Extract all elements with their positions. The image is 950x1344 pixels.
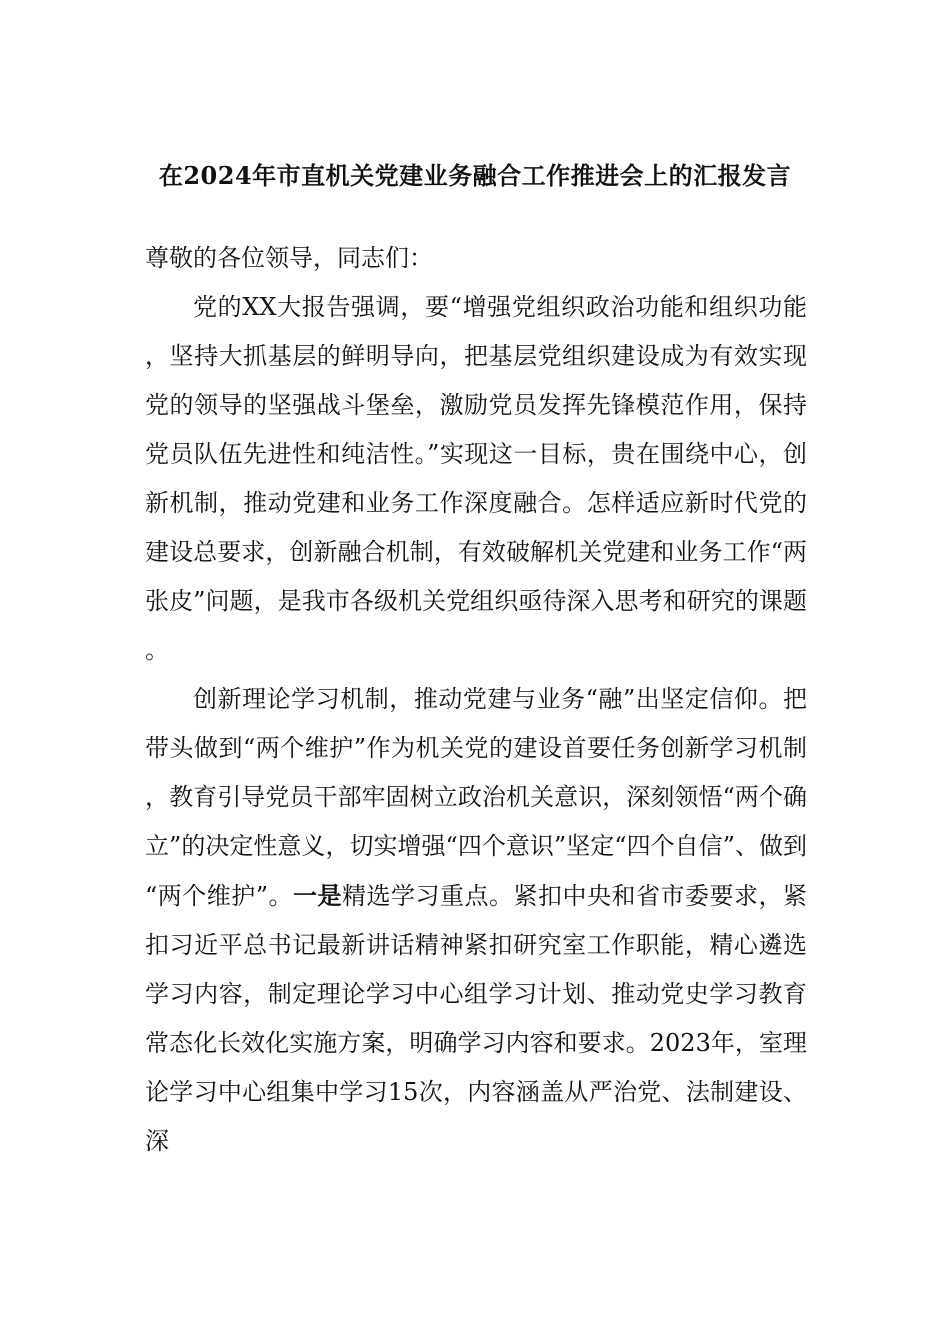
salutation: 尊敬的各位领导，同志们： xyxy=(145,244,433,272)
paragraph-2-text-end: 精选学习重点。紧扣中央和省市委要求，紧扣习近平总书记最新讲话精神紧扣研究室工作职能，精心遴选学习内容，制定理论学习中心组学习计划、推动党史学习教育常态化长效化实施方案，明确学习内容和要求。2023年，室理论学习中心组集中学习15次，内容涵盖从严治党、法制建设、深 xyxy=(145,882,807,1155)
paragraph-2-text-start: 创新理论学习机制，推动党建与业务“融”出坚定信仰。把带头做到“两个维护”作为机关党的建设首要任务创新学习机制，教育引导党员干部牢固树立政治机关意识，深刻领悟“两个确立”的决定性意义，切实增强“四个意识”坚定“四个自信”、做到“两个维护”。 xyxy=(145,685,807,910)
paragraph-2-bold-marker: 一是 xyxy=(293,881,343,910)
paragraph-2 xyxy=(145,675,807,1166)
document-body xyxy=(145,234,807,1166)
paragraph-1: 党的XX大报告强调，要“增强党组织政治功能和组织功能，坚持大抓基层的鲜明导向，把基层党组织建设成为有效实现党的领导的坚强战斗堡垒，激励党员发挥先锋模范作用，保持党员队伍先进性和纯洁性。”实现这一目标，贵在围绕中心，创新机制，推动党建和业务工作深度融合。怎样适应新时代党的建设总要求，创新融合机制，有效破解机关党建和业务工作“两张皮”问题，是我市各级机关党组织亟待深入思考和研究的课题。 xyxy=(145,293,807,664)
document-title: 在2024年市直机关党建业务融合工作推进会上的汇报发言 xyxy=(158,161,792,190)
